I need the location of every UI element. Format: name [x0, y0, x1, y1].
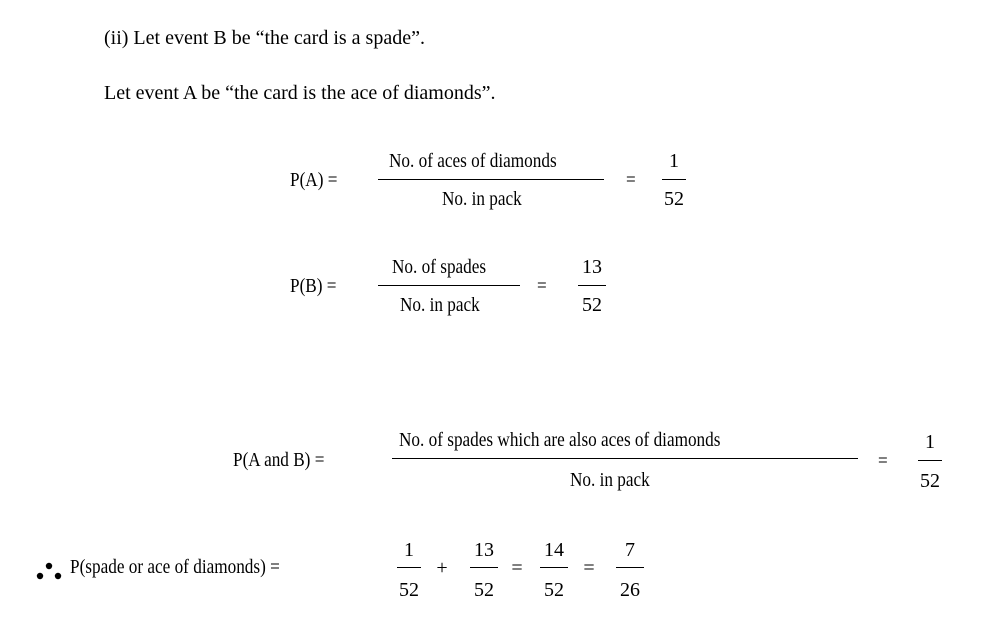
pb-lhs: P(B) =	[290, 275, 337, 297]
final-f1-bar	[397, 567, 421, 568]
pb-result-bar	[578, 285, 606, 286]
final-f2-denominator: 52	[474, 579, 494, 601]
pb-numerator: No. of spades	[392, 256, 487, 278]
final-f3-numerator: 14	[544, 539, 564, 561]
pab-result-numerator: 1	[925, 431, 935, 453]
pa-numerator: No. of aces of diamonds	[389, 150, 557, 172]
pab-lhs: P(A and B) =	[233, 449, 325, 471]
pab-equals: =	[878, 450, 888, 472]
final-plus: +	[436, 557, 448, 579]
pa-fraction-bar	[378, 179, 604, 180]
event-a-definition: Let event A be “the card is the ace of diamonds”.	[104, 82, 496, 104]
final-f3-bar	[540, 567, 568, 568]
final-lhs: P(spade or ace of diamonds) =	[70, 556, 280, 578]
final-f1-numerator: 1	[404, 539, 414, 561]
pab-result-denominator: 52	[920, 470, 940, 492]
event-b-definition: (ii) Let event B be “the card is a spade”.	[104, 27, 425, 49]
pa-result-numerator: 1	[669, 150, 679, 172]
pb-result-numerator: 13	[582, 256, 602, 278]
pa-equals: =	[626, 169, 636, 191]
pa-result-bar	[662, 179, 686, 180]
final-f3-denominator: 52	[544, 579, 564, 601]
pb-denominator: No. in pack	[400, 294, 480, 316]
final-f4-bar	[616, 567, 644, 568]
final-f1-denominator: 52	[399, 579, 419, 601]
final-equals-2: =	[583, 557, 595, 579]
pa-result-denominator: 52	[664, 188, 684, 210]
therefore-icon	[36, 562, 62, 580]
pa-lhs: P(A) =	[290, 169, 338, 191]
final-f2-numerator: 13	[474, 539, 494, 561]
pab-numerator: No. of spades which are also aces of diamonds	[399, 429, 721, 451]
pab-result-bar	[918, 460, 942, 461]
final-equals-1: =	[511, 557, 523, 579]
pab-denominator: No. in pack	[570, 469, 650, 491]
pa-denominator: No. in pack	[442, 188, 522, 210]
final-f2-bar	[470, 567, 498, 568]
pb-equals: =	[537, 275, 547, 297]
pab-fraction-bar	[392, 458, 858, 459]
pb-result-denominator: 52	[582, 294, 602, 316]
final-f4-denominator: 26	[620, 579, 640, 601]
final-f4-numerator: 7	[625, 539, 635, 561]
pb-fraction-bar	[378, 285, 520, 286]
